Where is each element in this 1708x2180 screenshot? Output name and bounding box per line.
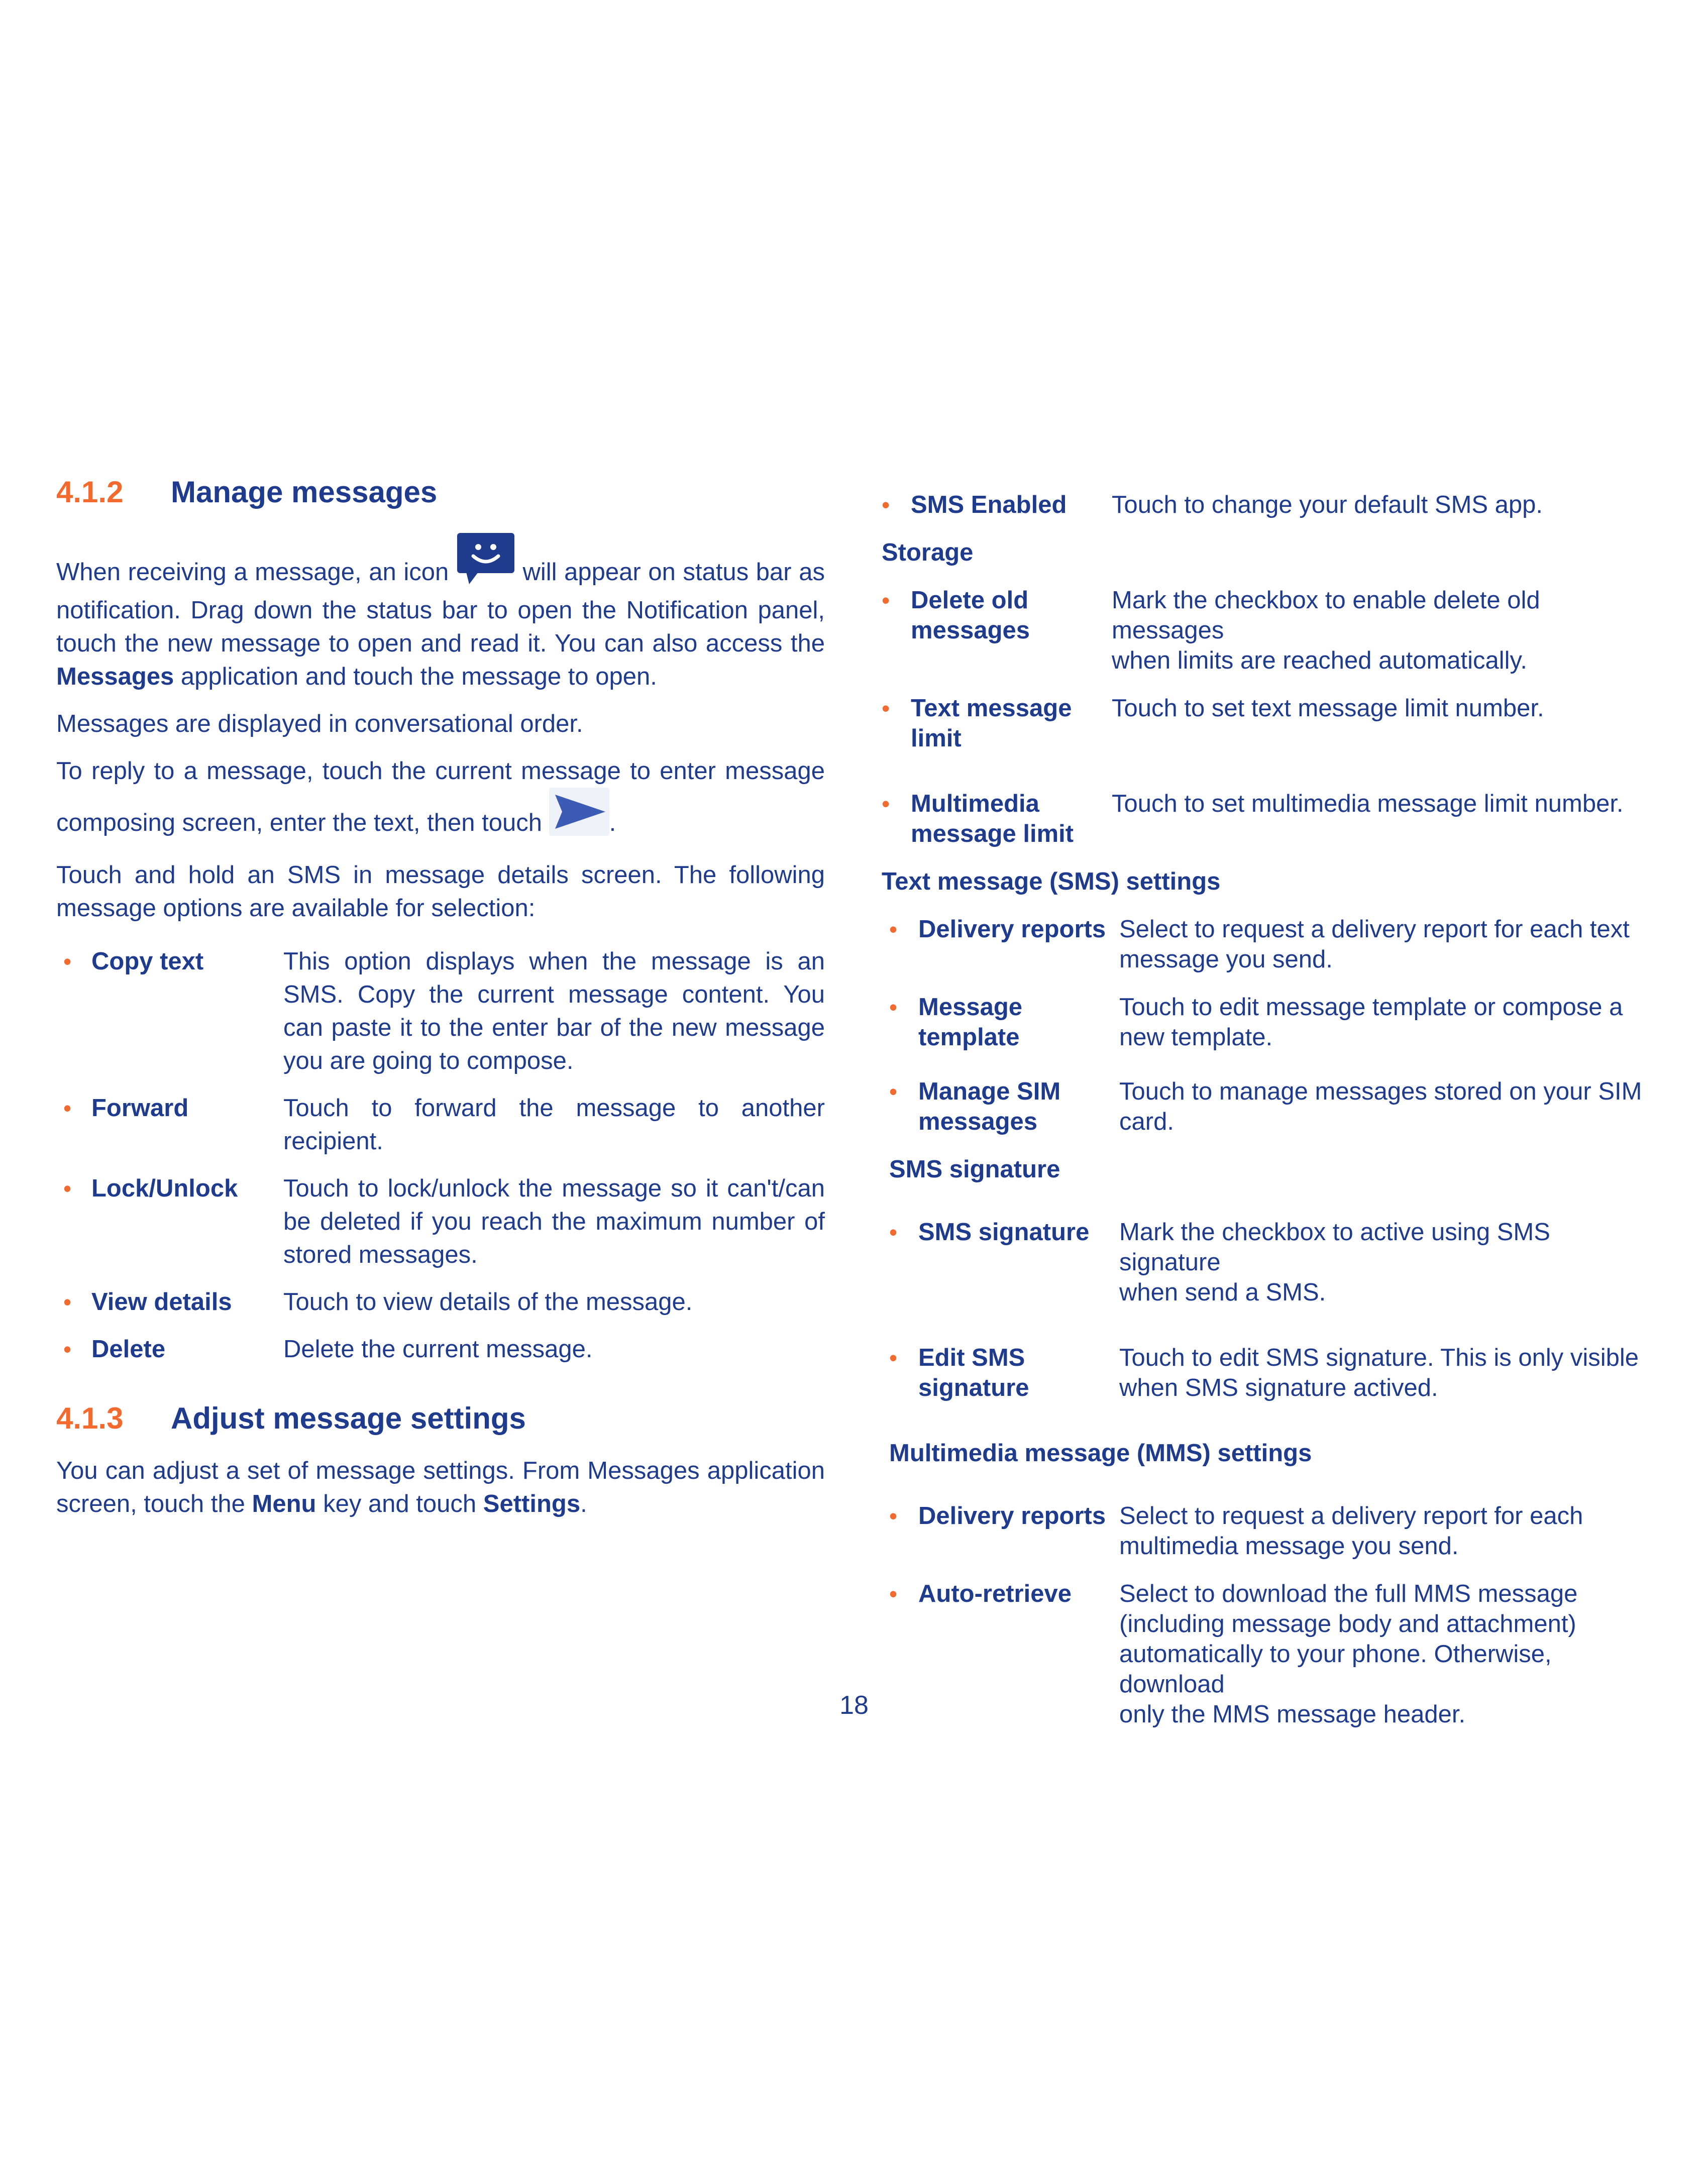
list-item-delete-old <box>882 585 1650 676</box>
desc-line: multimedia message you send. <box>1119 1533 1459 1560</box>
subheading-mms-settings: Multimedia message (MMS) settings <box>889 1440 1312 1467</box>
term-line: Edit SMS <box>918 1344 1025 1371</box>
list-item-delivery-reports-mms <box>889 1501 1650 1561</box>
option-term: Lock/Unlock <box>91 1175 238 1202</box>
term-line: Manage SIM <box>918 1078 1061 1105</box>
desc-line: Touch to edit message template or compose a <box>1119 994 1623 1021</box>
option-term <box>918 1076 1119 1137</box>
bullet: • <box>63 1336 72 1362</box>
term-line: message limit <box>911 820 1074 847</box>
list-item <box>56 1333 825 1366</box>
text-run: . <box>609 809 616 836</box>
message-options-list <box>56 945 825 1366</box>
subheading-sms-settings: Text message (SMS) settings <box>882 868 1221 895</box>
option-term: Auto-retrieve <box>918 1580 1072 1607</box>
desc-line: when send a SMS. <box>1119 1279 1326 1306</box>
bullet: • <box>63 1289 72 1315</box>
left-column <box>56 475 825 1535</box>
bullet: • <box>889 1503 898 1529</box>
option-description: Touch to lock/unlock the message so it can't/can be deleted if you reach the maximum number of stored messages. <box>283 1175 825 1268</box>
desc-line: (including message body and attachment) <box>1119 1610 1576 1638</box>
option-term <box>918 1343 1119 1403</box>
option-term <box>918 992 1119 1052</box>
desc-line: when limits are reached automatically. <box>1112 647 1528 674</box>
right-column <box>882 490 1650 1729</box>
bullet: • <box>889 1219 898 1245</box>
option-term: Delete <box>91 1336 166 1363</box>
desc-line: Select to request a delivery report for each <box>1119 1502 1583 1530</box>
subheading-storage: Storage <box>882 539 974 566</box>
option-term: SMS signature <box>918 1219 1090 1246</box>
bullet: • <box>882 492 890 518</box>
desc-line: Mark the checkbox to enable delete old messages <box>1112 587 1540 644</box>
desc-line: new template. <box>1119 1024 1273 1051</box>
text-run: When receiving a message, an icon <box>56 559 456 586</box>
option-description: Delete the current message. <box>283 1336 593 1363</box>
bullet: • <box>882 791 890 817</box>
send-icon <box>549 788 609 844</box>
sms-settings-group <box>882 914 1650 1729</box>
section-title: Adjust message settings <box>171 1401 526 1435</box>
list-item <box>56 1285 825 1319</box>
text-run: will appear on status bar as notification. Drag down the status bar to open the Notification panel, touch the new message to open and read it. You can also access the <box>56 559 825 657</box>
option-description <box>1119 992 1650 1052</box>
list-item <box>56 945 825 1077</box>
bullet: • <box>889 916 898 942</box>
option-term: Delivery reports <box>918 916 1106 943</box>
list-item <box>56 1092 825 1158</box>
desc-line: Select to download the full MMS message <box>1119 1580 1578 1607</box>
bullet: • <box>889 994 898 1020</box>
section-title: Manage messages <box>171 475 438 509</box>
text-run: key and touch <box>316 1490 483 1517</box>
option-term <box>911 585 1112 676</box>
option-description <box>1112 585 1650 676</box>
option-term: View details <box>91 1288 232 1316</box>
text-run: . <box>580 1490 587 1517</box>
bullet: • <box>882 587 890 613</box>
bullet: • <box>889 1345 898 1371</box>
option-term: Forward <box>91 1095 189 1122</box>
paragraph-adjust-settings <box>56 1454 825 1520</box>
option-description: Touch to set text message limit number. <box>1112 695 1544 722</box>
section-number: 4.1.2 <box>56 475 124 509</box>
term-line: signature <box>918 1374 1029 1401</box>
list-item-delivery-reports-sms <box>889 914 1650 974</box>
section-heading-4-1-2 <box>56 475 825 525</box>
bullet: • <box>63 1175 72 1202</box>
paragraph-options-intro: Touch and hold an SMS in message details screen. The following message options are available for selection: <box>56 861 825 922</box>
option-description: Touch to set multimedia message limit number. <box>1112 790 1624 817</box>
page-number: 18 <box>839 1691 869 1720</box>
desc-line: when SMS signature actived. <box>1119 1374 1438 1401</box>
option-description <box>1119 914 1650 974</box>
desc-line: message you send. <box>1119 946 1333 973</box>
bullet: • <box>882 695 890 721</box>
list-item-edit-sms-signature <box>889 1343 1650 1403</box>
section-number: 4.1.3 <box>56 1401 124 1435</box>
option-description <box>1119 1343 1650 1403</box>
term-line: messages <box>911 617 1030 644</box>
option-description: Touch to forward the message to another recipient. <box>283 1095 825 1155</box>
desc-line: Touch to edit SMS signature. This is only visible <box>1119 1344 1639 1371</box>
messages-app-name: Messages <box>56 663 174 690</box>
term-line: limit <box>911 725 962 752</box>
option-term: Copy text <box>91 948 204 975</box>
option-term <box>911 789 1112 849</box>
list-item-sms-enabled <box>882 490 1650 520</box>
text-run: You can adjust a set of message settings. From Messages application screen, touch the <box>56 1457 825 1517</box>
desc-line: Mark the checkbox to active using SMS signature <box>1119 1219 1550 1276</box>
list-item-sms-signature <box>889 1217 1650 1307</box>
option-term <box>911 693 1112 753</box>
list-item-mms-limit <box>882 789 1650 849</box>
section-heading-4-1-3 <box>56 1401 825 1451</box>
term-line: Delete old <box>911 587 1029 614</box>
bullet: • <box>889 1581 898 1607</box>
paragraph-reply <box>56 754 825 844</box>
option-description: Touch to manage messages stored on your SIM card. <box>1119 1078 1642 1135</box>
list-item-message-template <box>889 992 1650 1052</box>
option-description <box>1119 1501 1650 1561</box>
term-line: messages <box>918 1108 1038 1135</box>
desc-line: automatically to your phone. Otherwise, download <box>1119 1641 1552 1698</box>
paragraph-order: Messages are displayed in conversational order. <box>56 710 583 737</box>
menu-key-label: Menu <box>252 1490 316 1517</box>
option-term: SMS Enabled <box>911 491 1067 518</box>
option-term: Delivery reports <box>918 1502 1106 1530</box>
desc-line: Select to request a delivery report for each text <box>1119 916 1630 943</box>
option-description: Touch to view details of the message. <box>283 1288 693 1316</box>
option-description: Touch to change your default SMS app. <box>1112 491 1543 518</box>
smiley-message-icon <box>456 532 515 594</box>
desc-line: only the MMS message header. <box>1119 1701 1466 1728</box>
subheading-sms-signature: SMS signature <box>889 1156 1060 1183</box>
settings-label: Settings <box>483 1490 581 1517</box>
intro-paragraph <box>56 532 825 693</box>
bullet: • <box>889 1078 898 1105</box>
bullet: • <box>63 1095 72 1121</box>
term-line: template <box>918 1024 1020 1051</box>
list-item <box>56 1172 825 1271</box>
term-line: Text message <box>911 695 1072 722</box>
term-line: Message <box>918 994 1023 1021</box>
list-item-text-limit <box>882 693 1650 753</box>
term-line: Multimedia <box>911 790 1039 817</box>
text-run: To reply to a message, touch the current message to enter message composing screen, enter the text, then touch <box>56 757 825 836</box>
option-description <box>1119 1217 1650 1307</box>
bullet: • <box>63 948 72 974</box>
option-description: This option displays when the message is an SMS. Copy the current message content. You can paste it to the enter bar of the new message you are going to compose. <box>283 948 825 1074</box>
text-run: application and touch the message to open. <box>174 663 657 690</box>
list-item-manage-sim <box>889 1076 1650 1137</box>
